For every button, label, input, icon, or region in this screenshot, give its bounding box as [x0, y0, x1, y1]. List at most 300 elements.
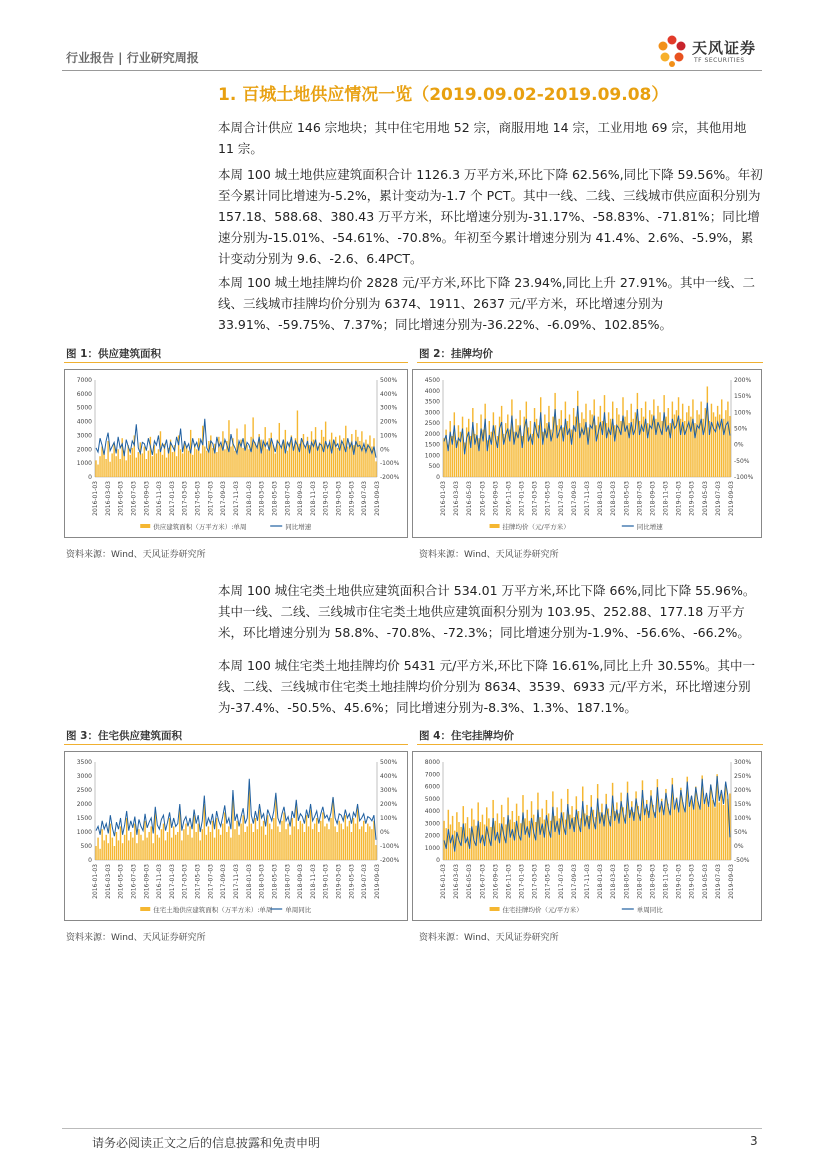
bar-mark [303, 434, 304, 477]
bar-mark [214, 838, 215, 860]
bar-mark [676, 410, 677, 477]
x-tick-label: 2018-01-03 [597, 864, 605, 899]
bar-mark [152, 456, 153, 477]
bar-mark [305, 448, 306, 477]
bar-mark [136, 458, 137, 477]
bar-mark [230, 838, 231, 860]
chart-f3-svg [65, 752, 407, 920]
bar-mark [301, 441, 302, 477]
bar-mark [263, 821, 264, 860]
left-tick-label: 500 [428, 463, 440, 471]
bar-mark [238, 835, 239, 860]
bar-mark [160, 431, 161, 477]
bar-mark [454, 412, 455, 477]
bar-mark [136, 843, 137, 860]
bar-mark [172, 452, 173, 477]
bar-mark [262, 444, 263, 477]
bar-mark [686, 412, 687, 477]
bar-mark [669, 811, 670, 860]
x-tick-label: 2016-07-03 [130, 481, 138, 516]
bar-mark [334, 826, 335, 860]
bar-mark [653, 399, 654, 477]
bar-mark [552, 791, 553, 860]
bar-mark [659, 412, 660, 477]
bar-mark [220, 835, 221, 860]
right-tick-label: 0% [380, 829, 390, 836]
bar-mark [516, 804, 517, 860]
bar-mark [256, 447, 257, 477]
paragraph-supply-area: 本周 100 城土地供应建筑面积合计 1126.3 万平方米,环比下降 62.56%,同比下降 59.56%。年初至今累计同比增速为-5.2%，累计变动为-1.7 个 PCT。其中一线、二线、三线城市供应面积分别为 157.18、588.68、380.43 万平方米，环比增速分别为-31.17%、-58.83%、-71.81%；同比增速分别为-15.01%、-54.61%、-70.8%。年初至今累计增速分别为 41.4%、2.6%、-5.9%，累计变动分别为 9.6、-2.6、6.4PCT。 [218, 167, 763, 266]
x-tick-label: 2017-03-03 [181, 864, 189, 899]
bar-mark [154, 445, 155, 477]
x-tick-label: 2016-01-03 [440, 864, 447, 899]
x-tick-label: 2018-11-03 [309, 481, 317, 516]
right-tick-label: 500% [380, 377, 398, 384]
bar-mark [254, 442, 255, 477]
bar-mark [134, 824, 135, 860]
bar-mark [310, 810, 311, 860]
x-tick-label: 2019-05-03 [701, 864, 709, 899]
bar-mark [674, 806, 675, 860]
bar-mark [142, 840, 143, 860]
bar-mark [480, 414, 481, 477]
left-tick-label: 6000 [76, 390, 92, 398]
bar-mark [291, 818, 292, 860]
x-tick-label: 2017-05-03 [544, 481, 552, 516]
bar-mark [375, 845, 376, 860]
bar-mark [571, 806, 572, 860]
bar-mark [591, 795, 592, 860]
right-tick-label: 100% [380, 815, 398, 822]
figure-2-rule [417, 362, 763, 363]
right-tick-label: -100% [380, 843, 400, 850]
legend-line-label: 单周同比 [285, 906, 312, 914]
x-tick-label: 2019-03-03 [335, 481, 343, 516]
bar-mark [146, 838, 147, 860]
bar-mark [124, 835, 125, 860]
x-tick-label: 2018-01-03 [245, 864, 253, 899]
company-logo [654, 33, 769, 69]
bar-mark [191, 838, 192, 860]
bar-mark [246, 445, 247, 477]
left-tick-label: 0 [436, 857, 440, 864]
bar-mark [140, 835, 141, 860]
bar-mark [531, 801, 532, 860]
bar-mark [717, 406, 718, 477]
x-tick-label: 2019-03-03 [335, 864, 343, 899]
bar-mark [511, 399, 512, 477]
x-tick-label: 2017-11-03 [233, 864, 240, 899]
bar-mark [128, 445, 129, 477]
left-tick-label: 3000 [76, 773, 92, 780]
bar-mark [208, 826, 209, 860]
bar-mark [537, 793, 538, 860]
bar-mark [493, 412, 494, 477]
bar-mark [204, 804, 205, 860]
bar-mark [130, 455, 131, 477]
bar-mark [319, 442, 320, 477]
bar-mark [126, 460, 127, 477]
bar-mark [148, 451, 149, 477]
x-tick-label: 2017-09-03 [570, 864, 578, 899]
bar-mark [534, 408, 535, 477]
x-tick-label: 2017-09-03 [220, 864, 228, 899]
bar-mark [468, 419, 469, 477]
left-tick-label: 3000 [424, 820, 440, 828]
bar-mark [462, 417, 463, 477]
bar-mark [661, 799, 662, 860]
bar-mark [140, 442, 141, 477]
bar-mark [216, 818, 217, 860]
x-tick-label: 2017-01-03 [168, 864, 176, 899]
x-tick-label: 2016-07-03 [130, 864, 138, 899]
bar-mark [472, 408, 473, 477]
bar-mark [322, 812, 323, 860]
bar-mark [326, 824, 327, 860]
bar-mark [608, 412, 609, 477]
x-tick-label: 2018-05-03 [271, 864, 279, 899]
figure-3-caption: 住宅供应建筑面积 [97, 730, 182, 742]
bar-mark [194, 444, 195, 477]
bar-mark [663, 810, 664, 860]
bar-mark [126, 818, 127, 860]
bar-mark [365, 440, 366, 477]
right-tick-label: 0% [734, 843, 744, 850]
bar-mark [146, 459, 147, 477]
bar-mark [645, 402, 646, 477]
bar-mark [713, 412, 714, 477]
bar-mark [697, 801, 698, 860]
x-tick-label: 2018-11-03 [662, 864, 670, 899]
x-tick-label: 2019-05-03 [348, 481, 356, 516]
paragraph-supply-count: 本周合计供应 146 宗地块；其中住宅用地 52 宗，商服用地 14 宗，工业用地 69 宗，其他用地 11 宗。 [218, 120, 747, 156]
x-tick-label: 2017-01-03 [518, 864, 526, 899]
x-tick-label: 2017-01-03 [518, 481, 526, 516]
left-tick-label: 2500 [76, 787, 92, 794]
bar-mark [320, 821, 321, 860]
bar-mark [218, 829, 219, 860]
chart-f4-svg [413, 752, 761, 920]
legend-bar-swatch [140, 907, 150, 911]
figure-2-caption: 挂牌均价 [450, 348, 493, 360]
header-breadcrumb: 行业报告 | 行业研究周报 [66, 51, 199, 65]
bar-mark [727, 402, 728, 477]
bar-mark [171, 838, 172, 860]
bar-mark [586, 805, 587, 860]
left-tick-label: 6000 [424, 783, 440, 791]
left-tick-label: 2000 [76, 446, 92, 454]
bar-mark [700, 402, 701, 477]
bar-mark [682, 404, 683, 477]
figure-2-title [419, 346, 493, 361]
x-tick-label: 2018-07-03 [284, 864, 292, 899]
bar-mark [112, 838, 113, 860]
x-tick-label: 2016-11-03 [156, 481, 164, 516]
bar-mark [188, 451, 189, 477]
chart-f2-svg [413, 370, 761, 537]
bar-mark [150, 826, 151, 860]
x-tick-label: 2019-09-03 [374, 864, 381, 899]
bar-mark [339, 435, 340, 477]
bar-mark [95, 460, 96, 477]
right-tick-label: 200% [380, 801, 398, 808]
bar-mark [283, 812, 284, 860]
x-tick-label: 2018-03-03 [610, 864, 618, 899]
bar-mark [242, 815, 243, 860]
bar-mark [365, 832, 366, 860]
right-tick-label: 250% [734, 773, 752, 780]
bar-mark [544, 820, 545, 860]
bar-mark [522, 795, 523, 860]
bar-mark [166, 458, 167, 477]
left-tick-label: 1000 [76, 829, 92, 836]
bar-mark [187, 835, 188, 860]
bar-mark [691, 796, 692, 860]
paragraph-residential-price: 本周 100 城住宅类土地挂牌均价 5431 元/平方米,环比下降 16.61%,同比上升 30.55%。其中一线、二线、三线城市住宅类土地挂牌均价分别为 8634、3539、6933 元/平方米，环比增速分别为-37.4%、-50.5%、45.6%；同比增速分别为-8.3%、1.3%、187.1%。 [218, 658, 755, 715]
bar-mark [224, 449, 225, 477]
header-divider [62, 70, 762, 71]
x-tick-label: 2016-05-03 [117, 481, 125, 516]
figure-2-lead: 图 2： [419, 348, 451, 360]
bar-mark [373, 438, 374, 477]
bar-mark [279, 423, 280, 477]
x-tick-label: 2018-03-03 [610, 481, 618, 516]
bar-mark [183, 829, 184, 860]
bar-mark [192, 455, 193, 477]
bar-mark [561, 410, 562, 477]
bar-mark [158, 449, 159, 477]
left-tick-label: 0 [88, 857, 92, 864]
right-tick-label: 50% [734, 425, 748, 433]
bar-mark [138, 829, 139, 860]
bar-mark [612, 402, 613, 477]
figure-3-lead: 图 3： [66, 730, 98, 742]
bar-mark [351, 832, 352, 860]
bar-mark [176, 456, 177, 477]
figure-1-title [66, 346, 161, 361]
left-tick-label: 0 [88, 474, 92, 481]
bar-mark [729, 416, 730, 477]
figure-4-lead: 图 4： [419, 730, 451, 742]
bar-mark [128, 840, 129, 860]
bar-mark [238, 444, 239, 477]
bar-mark [115, 456, 116, 477]
bar-mark [130, 832, 131, 860]
bar-mark [162, 455, 163, 477]
bar-mark [317, 447, 318, 477]
logo-text: 天风证券 [692, 39, 757, 57]
bar-mark [185, 824, 186, 860]
left-tick-label: 3500 [76, 759, 92, 766]
bar-mark [699, 809, 700, 860]
bar-mark [206, 451, 207, 477]
bar-mark [161, 829, 162, 860]
right-tick-label: 100% [734, 409, 752, 417]
left-tick-label: 7000 [76, 377, 92, 384]
bar-mark [375, 461, 376, 477]
bar-mark [142, 453, 143, 477]
x-tick-label: 2018-07-03 [636, 481, 644, 516]
bar-mark [369, 435, 370, 477]
bar-mark [165, 840, 166, 860]
bar-mark [708, 806, 709, 860]
line-series [96, 779, 376, 840]
bar-mark [676, 798, 677, 860]
bar-mark [714, 807, 715, 860]
figure-4-source: 资料来源：Wind、天风证券研究所 [419, 933, 559, 943]
legend-bar-swatch [140, 524, 150, 528]
x-tick-label: 2016-03-03 [453, 864, 461, 899]
x-tick-label: 2019-07-03 [361, 481, 369, 516]
bar-mark [369, 826, 370, 860]
bar-mark [200, 840, 201, 860]
bar-mark [559, 419, 560, 477]
bar-mark [512, 811, 513, 860]
page-number: 3 [750, 1134, 758, 1148]
x-tick-label: 2017-05-03 [544, 864, 552, 899]
left-tick-label: 0 [436, 474, 440, 481]
x-tick-label: 2017-07-03 [557, 864, 565, 899]
x-tick-label: 2016-09-03 [492, 864, 500, 899]
bar-mark [289, 835, 290, 860]
bar-mark [312, 829, 313, 860]
x-tick-label: 2019-07-03 [714, 481, 722, 516]
left-tick-label: 8000 [424, 759, 440, 766]
bar-mark [561, 799, 562, 860]
bar-mark [296, 804, 297, 860]
bar-mark [234, 451, 235, 477]
bar-mark [565, 402, 566, 477]
bar-mark [159, 838, 160, 860]
bar-mark [153, 843, 154, 860]
x-tick-label: 2019-03-03 [688, 481, 696, 516]
bar-mark [351, 434, 352, 477]
chart-residential-price [412, 751, 762, 921]
right-tick-label: 0% [734, 441, 744, 449]
x-tick-label: 2017-07-03 [557, 481, 565, 516]
bar-mark [193, 815, 194, 860]
bar-mark [122, 843, 123, 860]
bar-mark [371, 829, 372, 860]
x-tick-label: 2016-09-03 [492, 481, 500, 516]
right-tick-label: 150% [734, 801, 752, 808]
bar-mark [111, 453, 112, 477]
bar-mark [332, 798, 333, 860]
bar-mark [696, 410, 697, 477]
x-tick-label: 2019-01-03 [322, 864, 330, 899]
bar-mark [247, 826, 248, 860]
bar-mark [519, 410, 520, 477]
bar-mark [593, 399, 594, 477]
bar-mark [259, 810, 260, 860]
bar-mark [328, 829, 329, 860]
left-tick-label: 2000 [424, 430, 440, 438]
x-tick-label: 2016-09-03 [143, 481, 151, 516]
bar-mark [657, 406, 658, 477]
right-tick-label: 100% [734, 815, 752, 822]
bar-mark [359, 829, 360, 860]
bar-mark [212, 448, 213, 477]
bar-mark [222, 431, 223, 477]
x-tick-label: 2019-01-03 [675, 864, 683, 899]
bar-mark [721, 794, 722, 860]
bar-mark [198, 438, 199, 477]
x-tick-label: 2018-01-03 [597, 481, 605, 516]
bar-mark [250, 437, 251, 477]
bar-mark [353, 818, 354, 860]
bar-mark [501, 406, 502, 477]
bar-mark [367, 444, 368, 477]
right-tick-label: 300% [380, 787, 398, 794]
x-tick-label: 2018-03-03 [258, 864, 266, 899]
left-tick-label: 5000 [424, 795, 440, 803]
legend-bar-label: 住宅土地供应建筑面积（万平方米）:单周 [153, 906, 273, 914]
bar-mark [267, 815, 268, 860]
bar-mark [144, 821, 145, 860]
bar-mark [248, 449, 249, 477]
bar-mark [338, 821, 339, 860]
right-tick-label: -100% [734, 474, 754, 481]
x-tick-label: 2016-09-03 [143, 864, 151, 899]
figure-1-source: 资料来源：Wind、天风证券研究所 [66, 550, 206, 560]
bar-mark [563, 812, 564, 860]
x-tick-label: 2017-11-03 [584, 864, 591, 899]
bar-mark [173, 826, 174, 860]
bar-mark [181, 840, 182, 860]
bar-mark [682, 802, 683, 860]
figure-4-rule [417, 744, 763, 745]
bar-mark [306, 815, 307, 860]
bar-mark [526, 402, 527, 477]
bar-mark [335, 437, 336, 477]
right-tick-label: -200% [380, 474, 400, 481]
x-tick-label: 2016-11-03 [156, 864, 164, 899]
bar-mark [189, 826, 190, 860]
right-tick-label: 200% [734, 377, 752, 384]
bar-mark [177, 832, 178, 860]
bar-mark [285, 829, 286, 860]
bar-mark [106, 835, 107, 860]
chart-supply-area [64, 369, 408, 538]
logo-flower-icon [654, 33, 690, 69]
bar-mark [641, 408, 642, 477]
paragraph-residential-area: 本周 100 城住宅类土地供应建筑面积合计 534.01 万平方米,环比下降 66%,同比下降 55.96%。其中一线、二线、三线城市住宅类土地供应建筑面积分别为 103.95、252.88、177.18 万平方米，环比增速分别为 58.8%、-70.8%、-72.3%；同比增速分别为-1.9%、-56.6%、-66.2%。 [218, 583, 756, 640]
bar-mark [597, 784, 598, 860]
left-tick-label: 4500 [424, 377, 440, 384]
bar-mark [99, 849, 100, 860]
bar-mark [361, 431, 362, 477]
bar-mark [554, 393, 555, 477]
figure-3-title [66, 728, 182, 743]
bar-mark [704, 804, 705, 860]
bar-mark [476, 423, 477, 477]
bar-mark [315, 427, 316, 477]
x-tick-label: 2016-03-03 [104, 864, 112, 899]
bar-mark [533, 815, 534, 860]
right-tick-label: 500% [380, 759, 398, 766]
bar-mark [725, 784, 726, 860]
bar-mark [710, 785, 711, 860]
bar-mark [527, 810, 528, 860]
bar-mark [132, 838, 133, 860]
left-tick-label: 1000 [424, 844, 440, 852]
x-tick-label: 2016-05-03 [466, 481, 474, 516]
left-tick-label: 4000 [424, 387, 440, 395]
bar-mark [347, 447, 348, 477]
right-tick-label: -200% [380, 857, 400, 864]
bar-mark [308, 826, 309, 860]
bar-mark [279, 832, 280, 860]
